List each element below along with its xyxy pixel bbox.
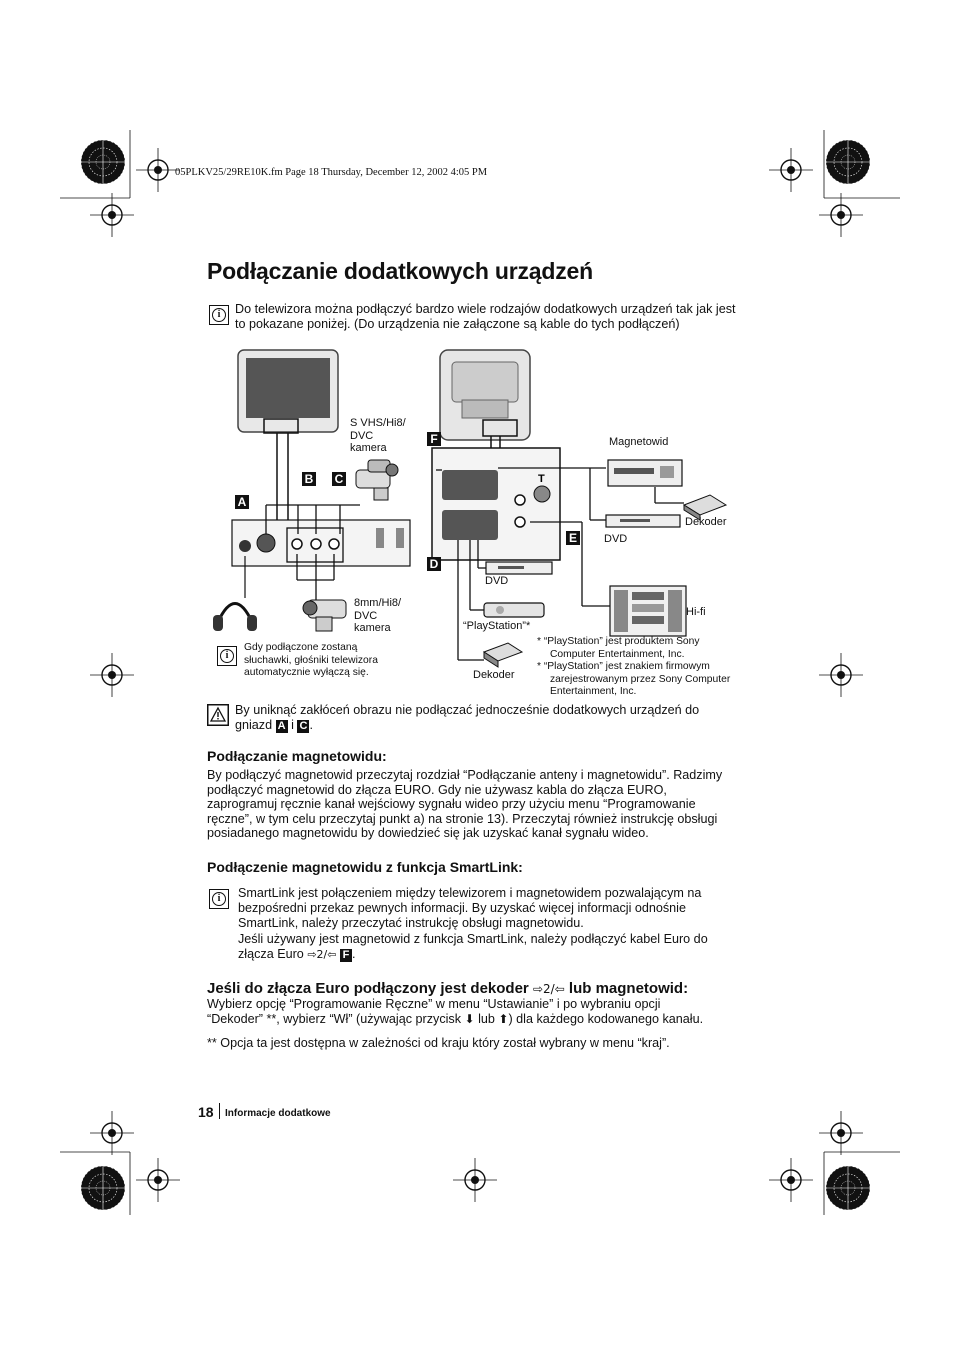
label-a-inline: A [276, 720, 288, 733]
file-header: 05PLKV25/29RE10K.fm Page 18 Thursday, December 12, 2002 4:05 PM [175, 167, 488, 178]
vcr-label: Magnetowid [609, 436, 669, 448]
up-arrow-icon: ⬆ [498, 1011, 509, 1026]
decoder-bottom-label: Dekoder [473, 669, 515, 681]
dvd-mid-label: DVD [485, 575, 509, 587]
label-f: F [427, 432, 441, 446]
page-number: 18 [198, 1104, 214, 1120]
warning-text: By uniknąć zakłóceń obrazu nie podłączać jednocześnie dodatkowych urządzeń do gniazd A i C . [235, 703, 700, 732]
rear-euro-panel [432, 448, 560, 560]
footnote-decoder: ** Opcja ta jest dostępna w zależności od kraju który został wybrany w menu “kraj”. [207, 1036, 670, 1050]
svhs-camera-illustration [356, 460, 398, 500]
8mm-camera-illustration [303, 600, 346, 631]
section-body-vcr: By podłączyć magnetowid przeczytaj rozdział “Podłączanie anteny i magnetowidu”. Radzimy podłączyć magnetowid do złącza EURO. Gdy nie używasz kabla do złącza EURO, zaprogramuj ręcznie kanał wejściowy sygnału wideo przy użyciu menu “Programowanie ręczne”, w tym celu przeczytaj punkt a) na stronie 13). Przeczytaj również instrukcję obsługi posiadanego magnetowidu by dowiedzieć się jak uzyskać kanał sygnału wideo. [207, 768, 723, 840]
section-heading-smartlink: Podłączenie magnetowidu z funkcja SmartLink: [207, 859, 523, 875]
playstation-illustration [484, 603, 544, 617]
headphones-illustration [213, 604, 257, 632]
dvd-right-illustration [606, 515, 680, 527]
section-heading-decoder: Jeśli do złącza Euro podłączony jest dekoder ⇨2/⇦ lub magnetowid: [207, 980, 689, 997]
section-body-decoder: Wybierz opcję “Programowanie Ręczne” w menu “Ustawianie” i po wybraniu opcji “Dekoder” **, wybierz “Wł” (używając przycisk ⬇ lub ⬆) dla każdego kodowanego kanału. [207, 997, 704, 1026]
hifi-illustration [610, 586, 686, 636]
euro-connector-symbol: ⇨2/⇦ [532, 982, 565, 996]
headphones-note: Gdy podłączone zostaną słuchawki, głośniki telewizora automatycznie wyłączą się. [244, 642, 378, 678]
dvd-right-label: DVD [604, 533, 628, 545]
intro-text: Do telewizora można podłączyć bardzo wiele rodzajów dodatkowych urządzeń tak jak jest to pokazane poniżej. (Do urządzenia nie załączone są kable do tych podłączeń) [235, 302, 736, 331]
info-icon: i [209, 305, 229, 325]
section-body-smartlink: SmartLink jest połączeniem między telewizorem i magnetowidem pozwalającym na bezpośredni przekaz pewnych informacji. By uzyskać więcej informacji odnośnie SmartLink, należy przeczytać instrukcję obsługi magnetowidu. Jeśli używany jest magnetowid z funkcja SmartLink, należy podłączyć kabel Euro do złącza Euro ⇨2/⇦ F . [238, 886, 708, 961]
playstation-trademark-notes: * “PlayStation” jest produktem Sony Computer Entertainment, Inc. * “PlayStation” jest znakiem firmowym zarejestrowanym przez Sony Computer Entertainment, Inc. [537, 636, 731, 697]
vcr-illustration [608, 460, 682, 486]
info-icon: i [209, 889, 229, 909]
label-b: B [302, 472, 316, 486]
label-e: E [566, 531, 580, 545]
svg-text:T: T [538, 473, 545, 485]
decoder-bottom-illustration [484, 643, 522, 667]
playstation-label: “PlayStation”* [463, 620, 531, 632]
section-heading-vcr: Podłączanie magnetowidu: [207, 748, 387, 764]
label-c: C [332, 472, 346, 486]
down-arrow-icon: ⬇ [464, 1011, 475, 1026]
decoder-right-label: Dekoder [685, 516, 727, 528]
svhs-camera-label: S VHS/Hi8/ DVC kamera [350, 417, 406, 454]
warning-icon [207, 704, 229, 726]
label-f-inline: F [340, 949, 352, 962]
label-c-inline: C [297, 720, 309, 733]
footer-section-name: Informacje dodatkowe [225, 1108, 331, 1119]
page-title: Podłączanie dodatkowych urządzeń [207, 258, 593, 284]
tv-back-illustration [440, 350, 530, 440]
euro-connector-symbol: ⇨2/⇦ [307, 947, 337, 961]
8mm-camera-label: 8mm/Hi8/ DVC kamera [354, 597, 402, 634]
dvd-mid-illustration [486, 562, 552, 574]
front-av-panel [232, 520, 410, 566]
label-a: A [235, 495, 249, 509]
hifi-label: Hi-fi [686, 606, 706, 618]
info-icon: i [217, 646, 237, 666]
label-d: D [427, 557, 441, 571]
footer-divider [219, 1103, 220, 1119]
tv-front-illustration [238, 350, 338, 433]
